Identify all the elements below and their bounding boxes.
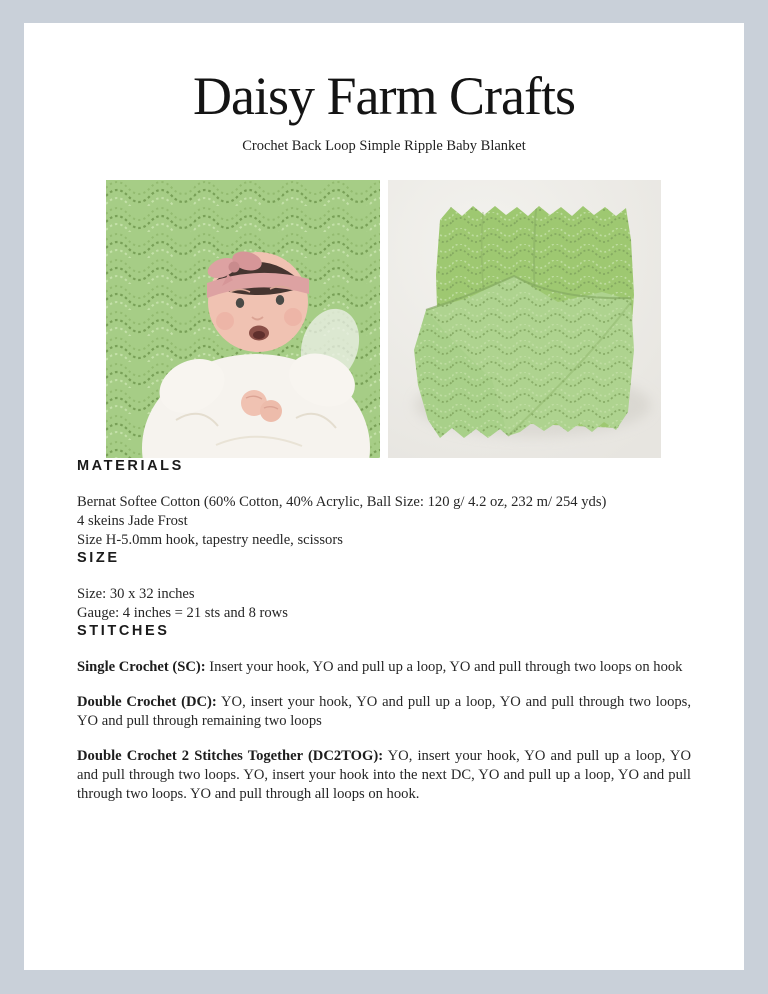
size-line-1: Size: 30 x 32 inches [77, 586, 195, 602]
stitch-single-crochet [77, 658, 691, 677]
stitch-single-crochet-desc: Insert your hook, YO and pull up a loop, YO and pull through two loops on hook [205, 659, 683, 675]
stitches-heading: STITCHES [77, 623, 170, 639]
folded-blanket-illustration [388, 180, 661, 458]
baby-photo-illustration [106, 180, 380, 458]
document-page [24, 23, 744, 970]
stitch-dc2tog-desc: YO, insert your hook, YO and pull up a loop, YO and pull through two loops. YO, insert your hook into the next DC, YO and pull up a loop, YO and pull through two loops. YO and pull through all loops on hook. [77, 748, 691, 802]
stitch-double-crochet-desc: YO, insert your hook, YO and pull up a loop, YO and pull through two loops, YO and pull through remaining two loops [77, 694, 691, 729]
size-line-2: Gauge: 4 inches = 21 sts and 8 rows [77, 605, 288, 621]
photo-folded-blanket [388, 180, 662, 458]
stitch-dc2tog-term: Double Crochet 2 Stitches Together (DC2TOG): [77, 748, 384, 764]
materials-heading: MATERIALS [77, 458, 184, 474]
page-title: Daisy Farm Crafts [193, 66, 575, 126]
stitch-dc2tog [77, 747, 691, 804]
size-heading: SIZE [77, 550, 120, 566]
materials-line-1: Bernat Softee Cotton (60% Cotton, 40% Acrylic, Ball Size: 120 g/ 4.2 oz, 232 m/ 254 yds) [77, 494, 607, 510]
stitch-single-crochet-term: Single Crochet (SC): [77, 659, 206, 675]
materials-line-2: 4 skeins Jade Frost [77, 513, 188, 529]
stitch-double-crochet-term: Double Crochet (DC): [77, 694, 217, 710]
materials-line-3: Size H-5.0mm hook, tapestry needle, scissors [77, 532, 343, 548]
photo-row [24, 180, 744, 458]
photo-baby-on-blanket [106, 180, 380, 458]
page-subtitle: Crochet Back Loop Simple Ripple Baby Blanket [242, 138, 526, 154]
stitch-double-crochet [77, 693, 691, 731]
document-body [24, 458, 744, 804]
